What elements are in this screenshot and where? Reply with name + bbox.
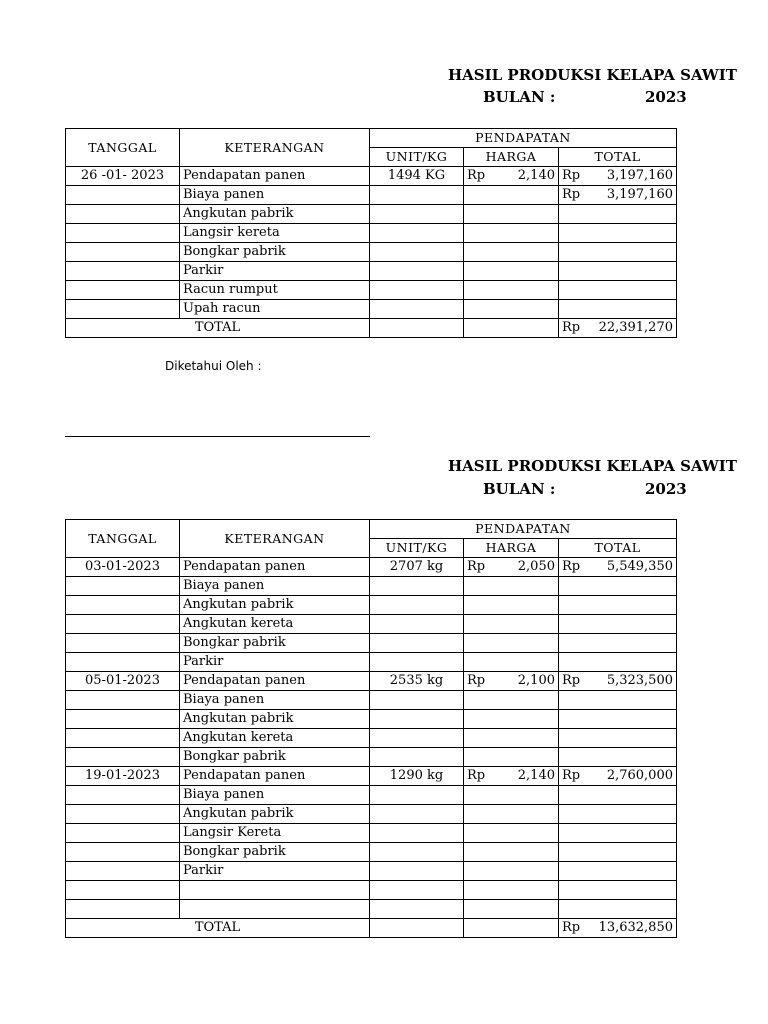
cell-unit bbox=[370, 748, 464, 767]
cell-harga bbox=[464, 577, 559, 596]
table-row bbox=[66, 824, 677, 843]
cell-unit bbox=[370, 596, 464, 615]
cell-keterangan: Angkutan pabrik bbox=[180, 710, 370, 729]
table-row bbox=[66, 205, 677, 224]
cell-total bbox=[559, 710, 677, 729]
harga-value: 2,100 bbox=[517, 673, 555, 688]
cell-harga bbox=[464, 634, 559, 653]
cell-keterangan: Parkir bbox=[180, 262, 370, 281]
total-currency: Rp bbox=[562, 187, 581, 202]
cell-tanggal bbox=[66, 262, 180, 281]
total-value: 2,760,000 bbox=[606, 768, 673, 783]
cell-keterangan: Biaya panen bbox=[180, 691, 370, 710]
report1-table bbox=[65, 128, 677, 338]
cell-harga bbox=[464, 729, 559, 748]
cell-total bbox=[559, 900, 677, 919]
header-total: TOTAL bbox=[559, 148, 677, 167]
cell-unit: 2707 kg bbox=[370, 558, 464, 577]
cell-total bbox=[559, 300, 677, 319]
cell-harga bbox=[464, 672, 559, 691]
cell-total bbox=[559, 186, 677, 205]
cell-tanggal bbox=[66, 186, 180, 205]
cell-unit bbox=[370, 653, 464, 672]
total-value: 5,549,350 bbox=[606, 559, 673, 574]
cell-harga bbox=[464, 281, 559, 300]
cell-keterangan: Racun rumput bbox=[180, 281, 370, 300]
total-currency: Rp bbox=[562, 673, 581, 688]
cell-total bbox=[559, 672, 677, 691]
cell-tanggal bbox=[66, 615, 180, 634]
cell-unit: 2535 kg bbox=[370, 672, 464, 691]
cell-keterangan: Pendapatan panen bbox=[180, 767, 370, 786]
cell-total bbox=[559, 167, 677, 186]
cell-keterangan bbox=[180, 900, 370, 919]
report1-month-clip bbox=[470, 88, 687, 110]
cell-tanggal bbox=[66, 729, 180, 748]
cell-tanggal: 26 -01- 2023 bbox=[66, 167, 180, 186]
total-empty-unit bbox=[370, 919, 464, 938]
cell-unit bbox=[370, 577, 464, 596]
cell-keterangan: Angkutan kereta bbox=[180, 615, 370, 634]
cell-harga bbox=[464, 900, 559, 919]
cell-total bbox=[559, 824, 677, 843]
cell-keterangan: Angkutan pabrik bbox=[180, 805, 370, 824]
table-row bbox=[66, 615, 677, 634]
cell-harga bbox=[464, 805, 559, 824]
table-row bbox=[66, 577, 677, 596]
cell-tanggal bbox=[66, 843, 180, 862]
table-row bbox=[66, 653, 677, 672]
cell-harga bbox=[464, 843, 559, 862]
cell-total bbox=[559, 786, 677, 805]
report2-table bbox=[65, 519, 677, 938]
signature-line bbox=[65, 436, 370, 437]
harga-value: 2,140 bbox=[517, 168, 555, 183]
table-row bbox=[66, 167, 677, 186]
cell-tanggal bbox=[66, 786, 180, 805]
harga-value: 2,140 bbox=[517, 768, 555, 783]
cell-harga bbox=[464, 748, 559, 767]
cell-tanggal bbox=[66, 805, 180, 824]
cell-total bbox=[559, 634, 677, 653]
cell-total bbox=[559, 862, 677, 881]
report1-title-clip bbox=[440, 66, 737, 88]
cell-total bbox=[559, 558, 677, 577]
report1-month-label: BULAN : bbox=[483, 88, 556, 106]
cell-tanggal bbox=[66, 900, 180, 919]
cell-keterangan: Biaya panen bbox=[180, 786, 370, 805]
cell-unit bbox=[370, 615, 464, 634]
cell-tanggal: 03-01-2023 bbox=[66, 558, 180, 577]
cell-harga bbox=[464, 186, 559, 205]
cell-harga bbox=[464, 710, 559, 729]
cell-unit: 1494 KG bbox=[370, 167, 464, 186]
cell-keterangan: Angkutan pabrik bbox=[180, 596, 370, 615]
report2-month-value: 2023 bbox=[645, 480, 687, 498]
cell-unit: 1290 kg bbox=[370, 767, 464, 786]
cell-tanggal bbox=[66, 577, 180, 596]
cell-unit bbox=[370, 729, 464, 748]
cell-keterangan: Biaya panen bbox=[180, 577, 370, 596]
report2-month-label: BULAN : bbox=[483, 480, 556, 498]
table-row bbox=[66, 881, 677, 900]
cell-unit bbox=[370, 691, 464, 710]
total-currency: Rp bbox=[562, 768, 581, 783]
cell-keterangan: Parkir bbox=[180, 862, 370, 881]
cell-keterangan: Bongkar pabrik bbox=[180, 634, 370, 653]
cell-keterangan: Biaya panen bbox=[180, 186, 370, 205]
header-keterangan: KETERANGAN bbox=[180, 129, 370, 167]
harga-currency: Rp bbox=[467, 559, 486, 574]
table-row bbox=[66, 558, 677, 577]
header-unit: UNIT/KG bbox=[370, 148, 464, 167]
harga-currency: Rp bbox=[467, 168, 486, 183]
cell-harga bbox=[464, 262, 559, 281]
cell-harga bbox=[464, 167, 559, 186]
cell-keterangan: Langsir kereta bbox=[180, 224, 370, 243]
table-row bbox=[66, 729, 677, 748]
cell-keterangan: Bongkar pabrik bbox=[180, 748, 370, 767]
cell-harga bbox=[464, 786, 559, 805]
cell-unit bbox=[370, 300, 464, 319]
cell-total bbox=[559, 577, 677, 596]
cell-tanggal bbox=[66, 881, 180, 900]
table-row bbox=[66, 262, 677, 281]
cell-keterangan: Angkutan kereta bbox=[180, 729, 370, 748]
table-row bbox=[66, 243, 677, 262]
cell-unit bbox=[370, 862, 464, 881]
acknowledged-label: Diketahui Oleh : bbox=[165, 359, 262, 373]
table-row bbox=[66, 710, 677, 729]
table-row bbox=[66, 843, 677, 862]
table-row bbox=[66, 767, 677, 786]
cell-harga bbox=[464, 653, 559, 672]
cell-total bbox=[559, 596, 677, 615]
cell-harga bbox=[464, 691, 559, 710]
cell-tanggal bbox=[66, 243, 180, 262]
cell-harga bbox=[464, 300, 559, 319]
cell-tanggal bbox=[66, 281, 180, 300]
cell-keterangan: Pendapatan panen bbox=[180, 672, 370, 691]
cell-total bbox=[559, 881, 677, 900]
grand-total-currency: Rp bbox=[562, 920, 581, 935]
total-empty-harga bbox=[464, 919, 559, 938]
header-unit: UNIT/KG bbox=[370, 539, 464, 558]
cell-total bbox=[559, 243, 677, 262]
total-label: TOTAL bbox=[66, 319, 370, 338]
cell-keterangan: Upah racun bbox=[180, 300, 370, 319]
cell-total bbox=[559, 205, 677, 224]
table-row bbox=[66, 805, 677, 824]
total-value: 5,323,500 bbox=[606, 673, 673, 688]
cell-harga bbox=[464, 224, 559, 243]
cell-keterangan: Bongkar pabrik bbox=[180, 843, 370, 862]
report1-month-value: 2023 bbox=[645, 88, 687, 106]
cell-keterangan: Bongkar pabrik bbox=[180, 243, 370, 262]
cell-tanggal bbox=[66, 710, 180, 729]
cell-keterangan: Parkir bbox=[180, 653, 370, 672]
cell-total bbox=[559, 805, 677, 824]
total-empty-unit bbox=[370, 319, 464, 338]
cell-unit bbox=[370, 843, 464, 862]
grand-total-currency: Rp bbox=[562, 320, 581, 335]
cell-tanggal bbox=[66, 300, 180, 319]
cell-total bbox=[559, 224, 677, 243]
total-empty-harga bbox=[464, 319, 559, 338]
table-row bbox=[66, 748, 677, 767]
cell-total bbox=[559, 281, 677, 300]
cell-unit bbox=[370, 710, 464, 729]
header-pendapatan: PENDAPATAN bbox=[370, 520, 677, 539]
table-row bbox=[66, 300, 677, 319]
cell-unit bbox=[370, 824, 464, 843]
cell-tanggal bbox=[66, 205, 180, 224]
cell-tanggal bbox=[66, 653, 180, 672]
grand-total-value: 13,632,850 bbox=[598, 920, 673, 935]
total-currency: Rp bbox=[562, 168, 581, 183]
cell-unit bbox=[370, 634, 464, 653]
cell-tanggal bbox=[66, 596, 180, 615]
cell-total bbox=[559, 748, 677, 767]
cell-unit bbox=[370, 805, 464, 824]
header-harga: HARGA bbox=[464, 539, 559, 558]
report2-month-clip bbox=[470, 480, 687, 502]
cell-harga bbox=[464, 596, 559, 615]
table-row bbox=[66, 691, 677, 710]
harga-value: 2,050 bbox=[517, 559, 555, 574]
total-row bbox=[66, 319, 677, 338]
report2-title-clip bbox=[440, 457, 737, 479]
harga-currency: Rp bbox=[467, 673, 486, 688]
grand-total bbox=[559, 319, 677, 338]
harga-currency: Rp bbox=[467, 768, 486, 783]
cell-total bbox=[559, 767, 677, 786]
cell-unit bbox=[370, 900, 464, 919]
header-total: TOTAL bbox=[559, 539, 677, 558]
cell-tanggal bbox=[66, 748, 180, 767]
table-row bbox=[66, 224, 677, 243]
table-row bbox=[66, 281, 677, 300]
header-tanggal: TANGGAL bbox=[66, 520, 180, 558]
total-row bbox=[66, 919, 677, 938]
cell-harga bbox=[464, 862, 559, 881]
total-value: 3,197,160 bbox=[606, 187, 673, 202]
table-row bbox=[66, 634, 677, 653]
cell-tanggal bbox=[66, 824, 180, 843]
cell-unit bbox=[370, 262, 464, 281]
cell-harga bbox=[464, 615, 559, 634]
cell-harga bbox=[464, 767, 559, 786]
cell-tanggal bbox=[66, 691, 180, 710]
cell-harga bbox=[464, 558, 559, 577]
report2-title: HASIL PRODUKSI KELAPA SAWIT bbox=[448, 457, 737, 475]
header-keterangan: KETERANGAN bbox=[180, 520, 370, 558]
cell-total bbox=[559, 615, 677, 634]
cell-unit bbox=[370, 786, 464, 805]
cell-tanggal bbox=[66, 634, 180, 653]
table-row bbox=[66, 186, 677, 205]
cell-harga bbox=[464, 881, 559, 900]
cell-keterangan bbox=[180, 881, 370, 900]
cell-unit bbox=[370, 186, 464, 205]
table-row bbox=[66, 786, 677, 805]
cell-total bbox=[559, 691, 677, 710]
report1-title: HASIL PRODUKSI KELAPA SAWIT bbox=[448, 66, 737, 84]
cell-harga bbox=[464, 243, 559, 262]
table-row bbox=[66, 862, 677, 881]
cell-total bbox=[559, 729, 677, 748]
cell-total bbox=[559, 843, 677, 862]
table-row bbox=[66, 672, 677, 691]
header-tanggal: TANGGAL bbox=[66, 129, 180, 167]
cell-keterangan: Angkutan pabrik bbox=[180, 205, 370, 224]
cell-harga bbox=[464, 205, 559, 224]
grand-total-value: 22,391,270 bbox=[598, 320, 673, 335]
table-row bbox=[66, 900, 677, 919]
header-harga: HARGA bbox=[464, 148, 559, 167]
cell-unit bbox=[370, 205, 464, 224]
cell-total bbox=[559, 653, 677, 672]
cell-keterangan: Pendapatan panen bbox=[180, 558, 370, 577]
cell-total bbox=[559, 262, 677, 281]
cell-keterangan: Langsir Kereta bbox=[180, 824, 370, 843]
cell-tanggal: 05-01-2023 bbox=[66, 672, 180, 691]
cell-tanggal bbox=[66, 862, 180, 881]
header-pendapatan: PENDAPATAN bbox=[370, 129, 677, 148]
cell-unit bbox=[370, 243, 464, 262]
cell-unit bbox=[370, 881, 464, 900]
grand-total bbox=[559, 919, 677, 938]
total-label: TOTAL bbox=[66, 919, 370, 938]
cell-unit bbox=[370, 281, 464, 300]
total-value: 3,197,160 bbox=[606, 168, 673, 183]
cell-unit bbox=[370, 224, 464, 243]
cell-tanggal bbox=[66, 224, 180, 243]
cell-keterangan: Pendapatan panen bbox=[180, 167, 370, 186]
cell-harga bbox=[464, 824, 559, 843]
table-row bbox=[66, 596, 677, 615]
cell-tanggal: 19-01-2023 bbox=[66, 767, 180, 786]
total-currency: Rp bbox=[562, 559, 581, 574]
